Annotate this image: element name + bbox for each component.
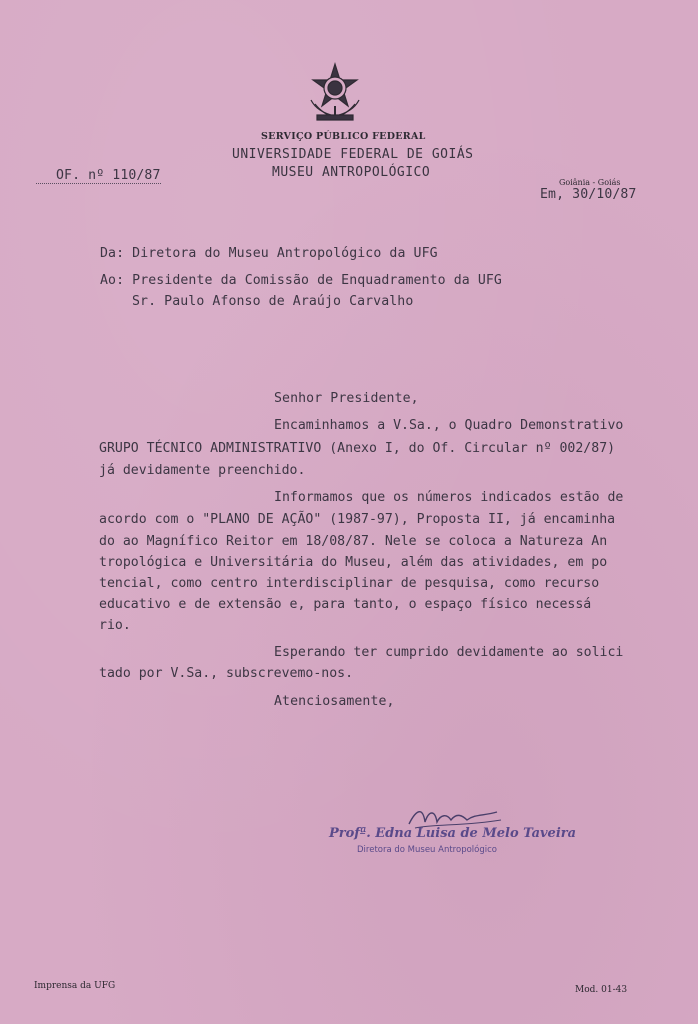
footer-printer: Imprensa da UFG bbox=[34, 981, 116, 991]
paragraph2-line: acordo com o "PLANO DE AÇÃO" (1987-97), Proposta II, já encaminha bbox=[99, 512, 616, 527]
brazil-coat-of-arms-icon bbox=[303, 60, 367, 124]
salutation: Senhor Presidente, bbox=[274, 391, 419, 406]
paragraph1-line: Encaminhamos a V.Sa., o Quadro Demonstrativo bbox=[274, 418, 624, 433]
closing: Atenciosamente, bbox=[274, 694, 395, 709]
to-line-2: Sr. Paulo Afonso de Araújo Carvalho bbox=[132, 294, 414, 309]
signature-name: Profª. Edna Luisa de Melo Taveira bbox=[329, 826, 577, 841]
paragraph2-line: rio. bbox=[99, 618, 131, 633]
to-line-1: Ao: Presidente da Comissão de Enquadramento da UFG bbox=[100, 273, 502, 288]
paragraph2-line: Informamos que os números indicados estão de bbox=[274, 490, 624, 505]
paragraph3-line: Esperando ter cumprido devidamente ao solici bbox=[274, 645, 624, 660]
office-number: OF. nº 110/87 bbox=[36, 168, 161, 184]
paragraph2-line: do ao Magnífico Reitor em 18/08/87. Nele se coloca a Natureza An bbox=[99, 534, 608, 549]
paragraph3-line: tado por V.Sa., subscrevemo-nos. bbox=[99, 666, 354, 681]
paragraph1-line: GRUPO TÉCNICO ADMINISTRATIVO (Anexo I, do Of. Circular nº 002/87) bbox=[99, 441, 616, 456]
paragraph1-line: já devidamente preenchido. bbox=[99, 463, 306, 478]
from-line: Da: Diretora do Museu Antropológico da UFG bbox=[100, 246, 438, 261]
paragraph2-line: tencial, como centro interdisciplinar de pesquisa, como recurso bbox=[99, 576, 600, 591]
footer-model: Mod. 01-43 bbox=[575, 985, 628, 995]
header-museum: MUSEU ANTROPOLÓGICO bbox=[272, 165, 431, 180]
header-university: UNIVERSIDADE FEDERAL DE GOIÁS bbox=[232, 147, 474, 162]
header-service: SERVIÇO PÚBLICO FEDERAL bbox=[261, 131, 426, 142]
place: Goiânia - Goiás bbox=[559, 178, 621, 187]
letter-date: Em, 30/10/87 bbox=[540, 187, 637, 202]
signature-title: Diretora do Museu Antropológico bbox=[357, 845, 497, 855]
paragraph2-line: educativo e de extensão e, para tanto, o espaço físico necessá bbox=[99, 597, 592, 612]
paragraph2-line: tropológica e Universitária do Museu, além das atividades, em po bbox=[99, 555, 608, 570]
